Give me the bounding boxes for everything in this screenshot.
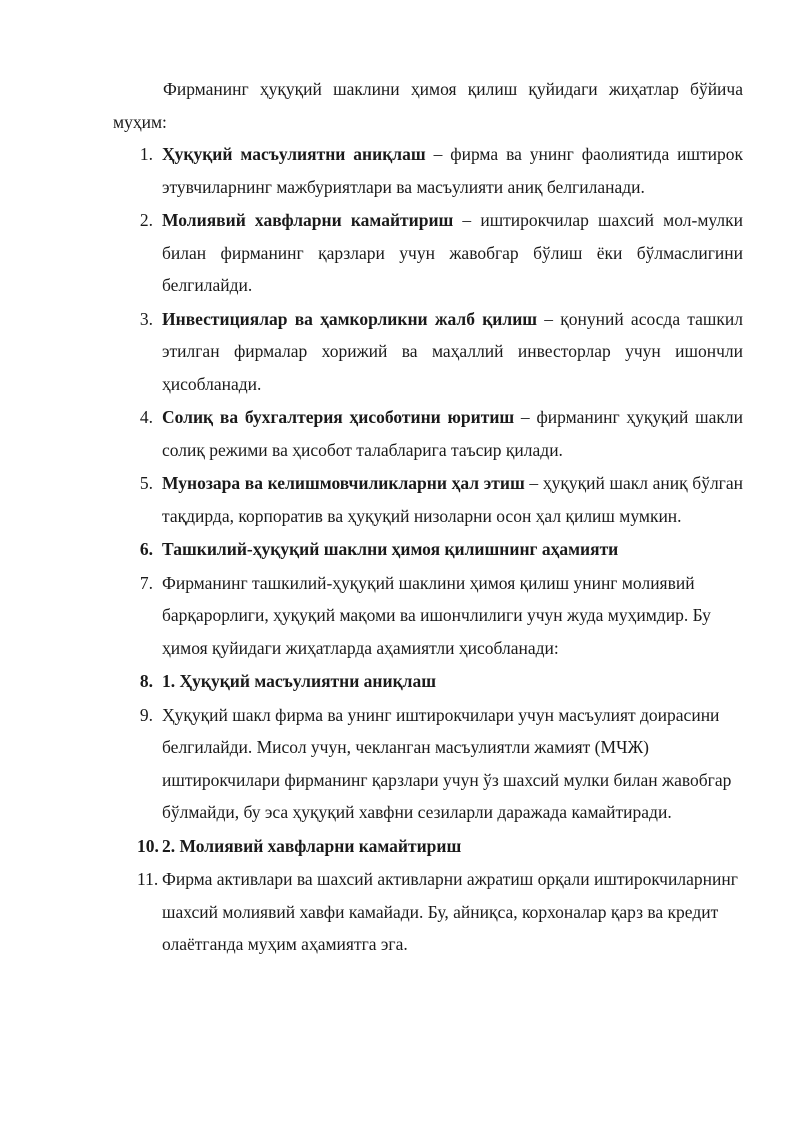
- list-item-title: Солиқ ва бухгалтерия ҳисоботини юритиш: [162, 407, 515, 427]
- list-number: 3.: [139, 308, 153, 329]
- list-item: [0, 665, 743, 698]
- list-item: [0, 863, 743, 961]
- list-number: 6.: [139, 539, 153, 559]
- list-number: 4.: [139, 407, 153, 427]
- list-item-text: – фирманинг ҳуқуқий шакли солиқ режими ва ҳисобот талабларига таъсир қилади.: [162, 407, 743, 460]
- list-item-title: Мунозара ва келишмовчиликларни ҳал этиш: [162, 473, 525, 493]
- list-number: 1.: [139, 144, 153, 164]
- list-item: [0, 303, 743, 401]
- list-item-text: Ҳуқуқий шакл фирма ва унинг иштирокчилари учун масъулият доирасини белгилайди. Мисол учун, чекланган масъулиятли жамият (МЧЖ) иштирокчилари фирманинг қарзлари учун ўз шахсий мулки билан жавобгар бўлмайди, бу эса ҳуқуқий хавфни сезиларли даражада камайтиради.: [162, 704, 732, 822]
- list-item: [0, 830, 743, 863]
- list-item-title: 1. Ҳуқуқий масъулиятни аниқлаш: [162, 671, 437, 691]
- list-number: 10.: [137, 835, 159, 856]
- list-item-text: Фирманинг ташкилий-ҳуқуқий шаклини ҳимоя қилиш унинг молиявий барқарорлиги, ҳуқуқий мақоми ва ишончлилиги учун жуда муҳимдир. Бу ҳимоя қуйидаги жиҳатларда аҳамиятли ҳисобланади:: [162, 572, 711, 658]
- list-item-text: – ҳуқуқий шакл аниқ бўлган тақдирда, корпоратив ва ҳуқуқий низоларни осон ҳал қилиш мумкин.: [162, 473, 743, 526]
- list-item-text: – қонуний асосда ташкил этилган фирмалар хорижий ва маҳаллий инвесторлар учун ишончли ҳисобланади.: [162, 308, 744, 394]
- list-item-text: – фирма ва унинг фаолиятида иштирок этувчиларнинг мажбуриятлари ва масъулияти аниқ белгиланади.: [162, 144, 743, 197]
- list-number: 2.: [139, 210, 153, 230]
- list-number: 7.: [139, 572, 153, 593]
- list-number: 8.: [139, 671, 153, 691]
- list-item: [0, 204, 743, 302]
- list-item: [0, 699, 743, 829]
- list-item: [0, 533, 743, 566]
- list-item-title: Инвестициялар ва ҳамкорликни жалб қилиш: [162, 308, 538, 329]
- list-item-title: Молиявий хавфларни камайтириш: [162, 210, 454, 230]
- list-item-text: Фирма активлари ва шахсий активларни ажратиш орқали иштирокчиларнинг шахсий молиявий хавфи камайади. Бу, айниқса, корхоналар қарз ва кредит олаётганда муҳим аҳамиятга эга.: [162, 869, 738, 954]
- list-item-title: 2. Молиявий хавфларни камайтириш: [162, 835, 462, 856]
- list-number: 9.: [139, 704, 153, 725]
- list-item: [0, 467, 743, 532]
- list-item-title: Ҳуқуқий масъулиятни аниқлаш: [162, 144, 426, 164]
- numbered-list: [0, 138, 800, 961]
- list-item: [0, 567, 743, 665]
- list-number: 11.: [137, 869, 159, 889]
- list-item-title: Ташкилий-ҳуқуқий шаклни ҳимоя қилишнинг аҳамияти: [162, 539, 619, 559]
- list-item: [0, 401, 743, 466]
- list-item: [0, 138, 743, 203]
- list-number: 5.: [139, 473, 153, 493]
- list-item-text: – иштирокчилар шахсий мол-мулки билан фирманинг қарзлари учун жавобгар бўлиш ёки бўлмаслигини белгилайди.: [162, 210, 743, 295]
- intro-paragraph: Фирманинг ҳуқуқий шаклини ҳимоя қилиш қуйидаги жиҳатлар бўйича муҳим:: [113, 79, 743, 132]
